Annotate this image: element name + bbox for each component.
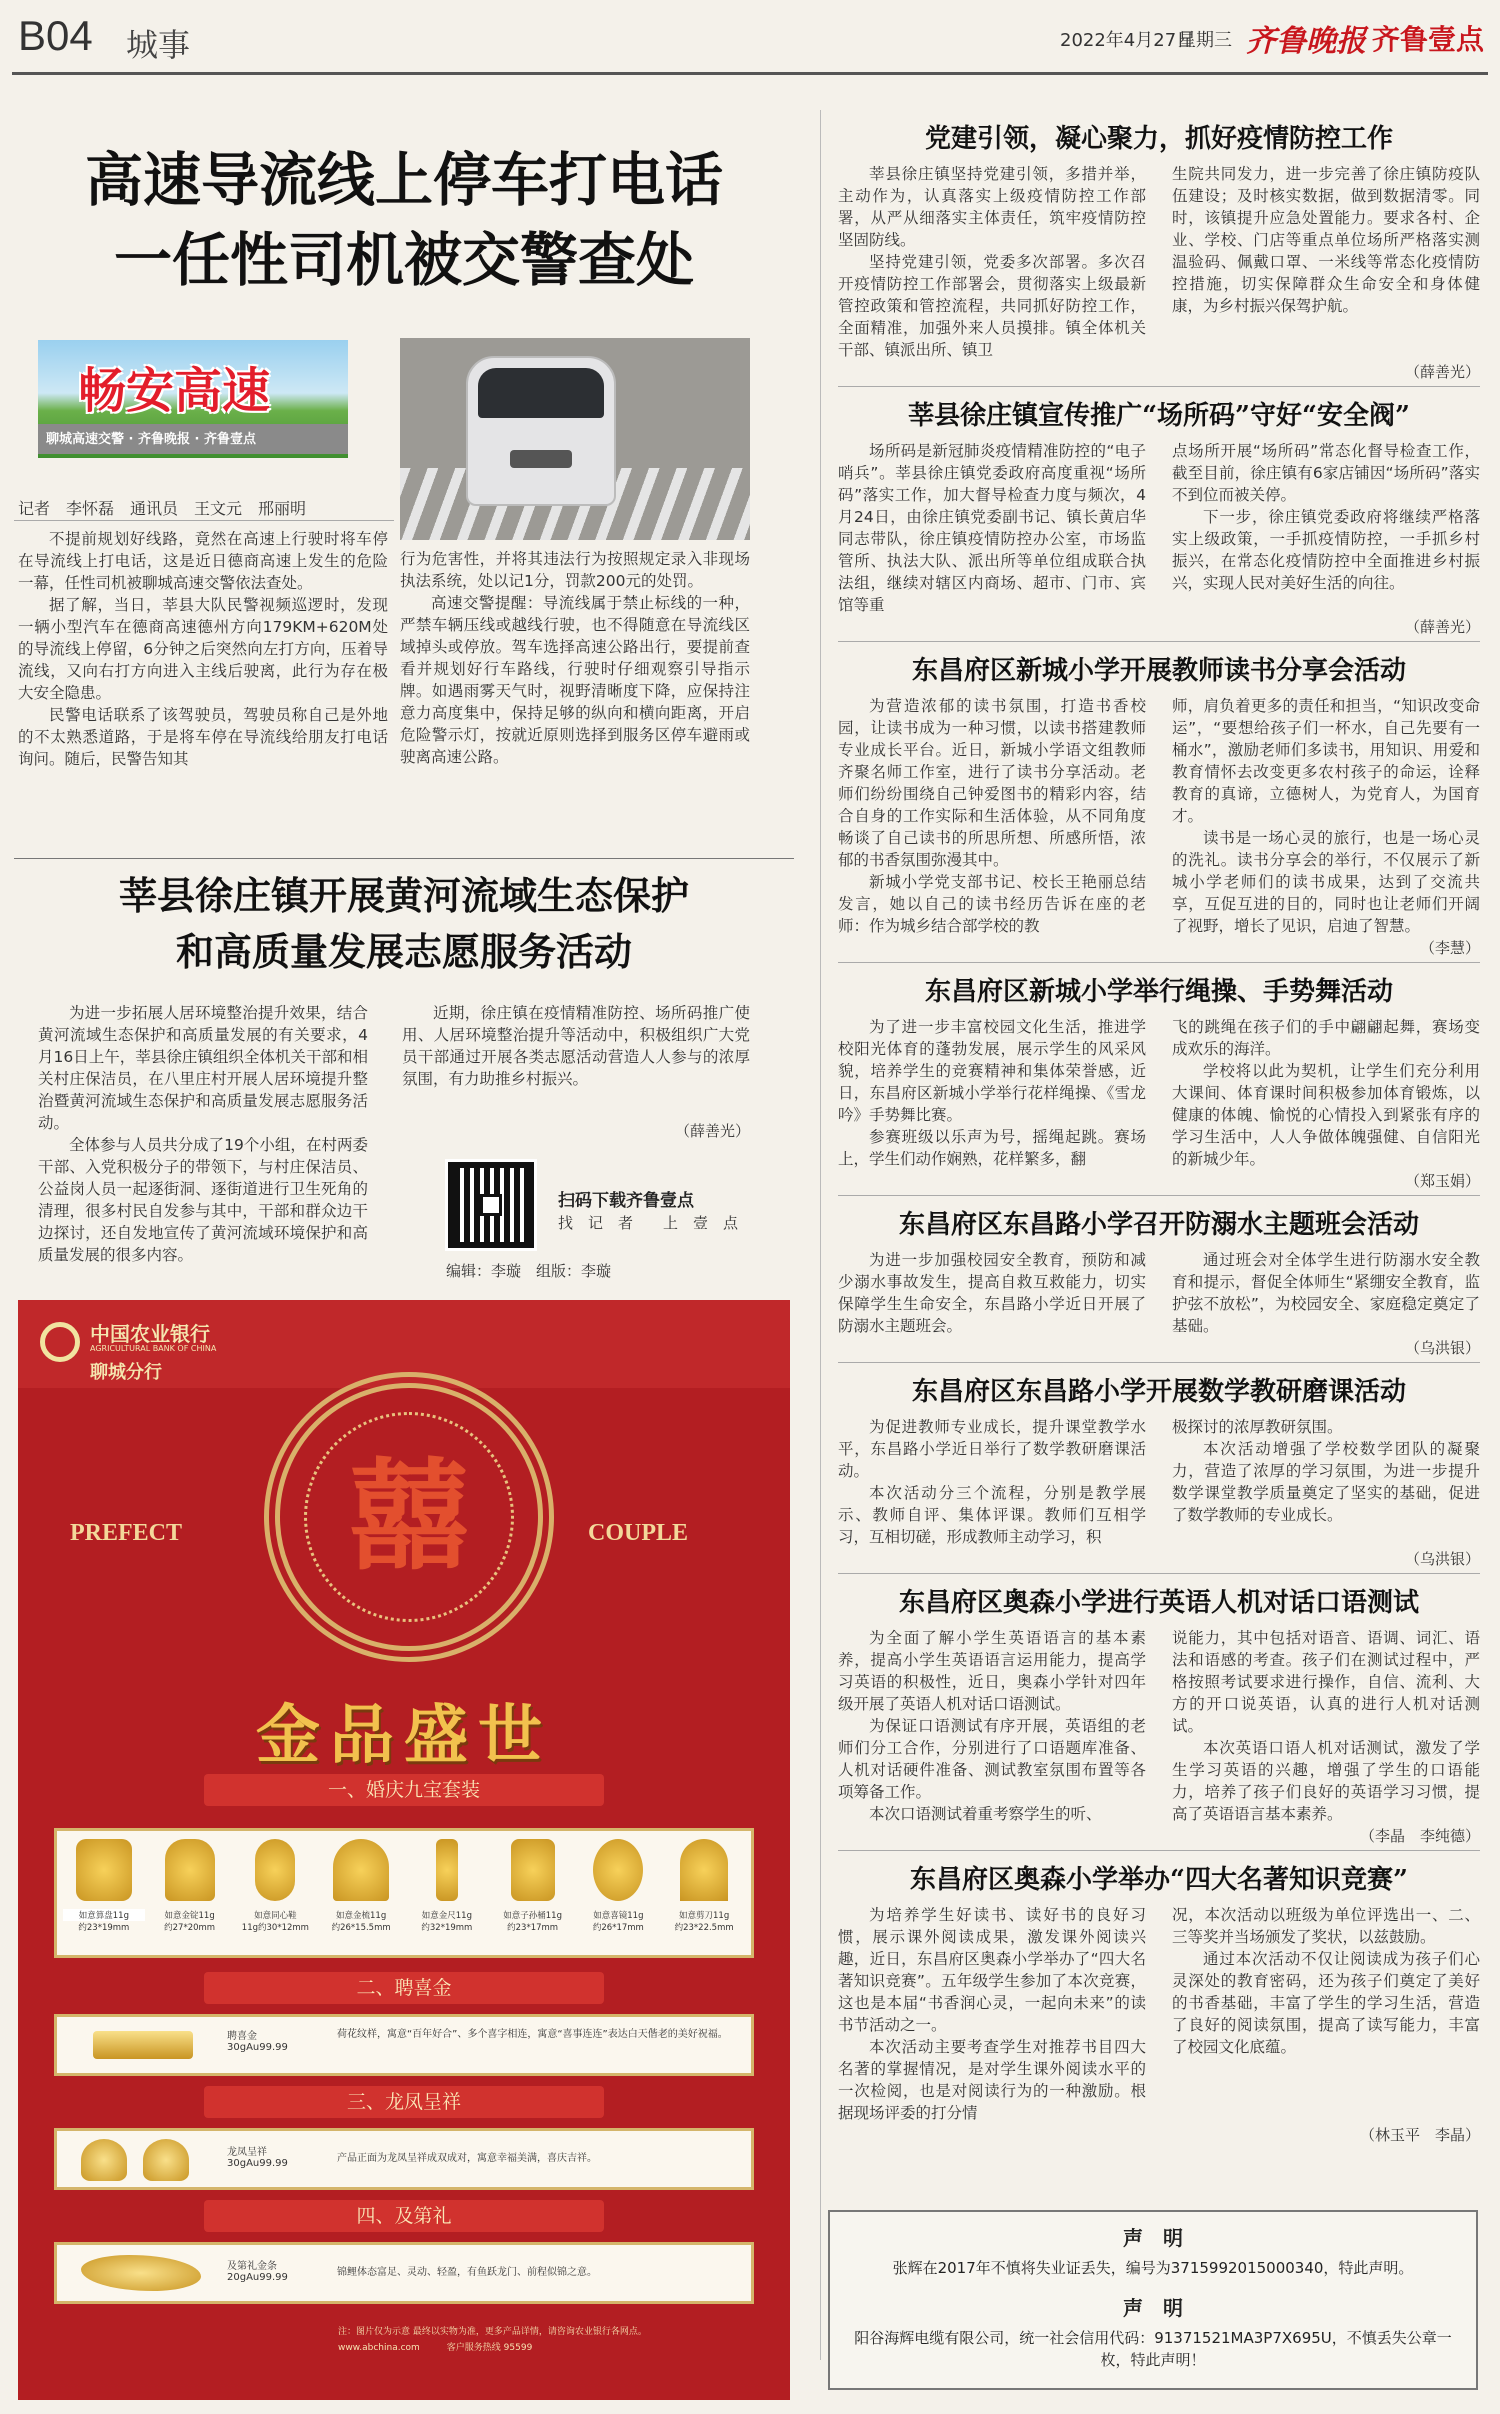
notice-title: 声 明 xyxy=(1123,2226,1183,2250)
jewelry-size: 约23*22.5mm xyxy=(674,1923,734,1933)
lead-para: 民警电话联系了该驾驶员，驾驶员称自己是外地的不太熟悉道路，于是将车停在导流线给朋友打电话询问。随后，民警告知其 xyxy=(18,706,388,768)
jewelry-icon xyxy=(593,1839,643,1901)
jewelry-item xyxy=(320,1839,402,1955)
article-col xyxy=(838,1904,1146,2124)
article-col xyxy=(1172,440,1480,616)
ad-sec2-label: 二、聘喜金 xyxy=(204,1972,604,2004)
lead-para: 高速交警提醒：导流线属于禁止标线的一种，严禁车辆压线或越线行驶，也不得随意在导流线区域掉头或停放。驾车选择高速公路出行，要提前查看并规划好行车路线，行驶时仔细观察引导指示牌。如遇雨雾天气时，视野清晰度下降，应保持注意力高度集中，保持足够的纵向和横向距离，开启危险警示灯，按就近原则选择到服务区停车避雨或驶离高速公路。 xyxy=(400,594,750,766)
column-banner xyxy=(38,340,348,458)
article-title: 东昌府区东昌路小学召开防溺水主题班会活动 xyxy=(898,1210,1419,1240)
article-para: 为进一步加强校园安全教育，预防和减少溺水事故发生，提高自救互救能力，切实保障学生生命安全，东昌路小学近日开展了防溺水主题班会。 xyxy=(838,1251,1146,1335)
article-col xyxy=(1172,1416,1480,1548)
jewelry-icon xyxy=(76,1839,132,1901)
lead-col1 xyxy=(18,528,388,770)
article-credit: （郑玉娟） xyxy=(1404,1172,1480,1190)
article-credit: （李慧） xyxy=(1419,939,1480,957)
heart-pendant-icon xyxy=(143,2139,189,2181)
yr-para: 为进一步拓展人居环境整治提升效果，结合黄河流域生态保护和高质量发展的有关要求，4月16日上午，莘县徐庄镇组织全体机关干部和相关村庄保洁员，在八里庄村开展人居环境提升整治暨黄河流域生态保护和高质量发展志愿服务活动。 xyxy=(38,1004,368,1132)
jewelry-size: 约27*20mm xyxy=(164,1923,216,1933)
article-credit: （薛善光） xyxy=(1404,363,1480,381)
section-name: 城事 xyxy=(126,26,191,64)
gold-bar-icon xyxy=(93,2031,193,2059)
jewelry-size: 约23*19mm xyxy=(78,1923,130,1933)
ad-sec3-item: 龙凤呈祥 30gAu99.99 xyxy=(227,2147,288,2169)
article-para: 坚持党建引领，党委多次部署。多次召开疫情防控工作部署会，贯彻落实上级最新管控政策和管控流程，共同抓好防控工作，全面精准，加强外来人员摸排。镇全体机关干部、镇派出所、镇卫 xyxy=(838,253,1146,359)
article-para: 师，肩负着更多的责任和担当，“知识改变命运”，“要想给孩子们一杯水，自己先要有一桶水”，激励老师们多读书，用知识、用爱和教育情怀去改变更多农村孩子的命运，诠释教育的真谛，立德树人，为党育人，为国育才。 xyxy=(1172,697,1480,825)
article-para: 读书是一场心灵的旅行，也是一场心灵的洗礼。读书分享会的举行，不仅展示了新城小学老师们的读书成果，达到了交流共享，互促互进的目的，同时也让老师们开阔了视野，增长了见识，启迪了智慧。 xyxy=(1172,829,1480,935)
article-para: 莘县徐庄镇坚持党建引领，多措并举，主动作为，认真落实上级疫情防控工作部署，从严从细落实主体责任，筑牢疫情防控坚固防线。 xyxy=(838,165,1146,249)
article-drowning-prevention xyxy=(838,1204,1480,1358)
notice-title: 声 明 xyxy=(1123,2296,1183,2320)
article-para: 为全面了解小学生英语语言的基本素养，提高小学生英语语言运用能力，提高学习英语的积极性，近日，奥森小学针对四年级开展了英语人机对话口语测试。 xyxy=(838,1629,1146,1713)
article-para: 为营造浓郁的读书氛围，打造书香校园，让读书成为一种习惯，以读书搭建教师专业成长平台。近日，新城小学语文组教师齐聚名师工作室，进行了读书分享活动。老师们纷纷围绕自己钟爱图书的精彩内容，结合自身的工作实际和生活体验，从不同角度畅谈了自己读书的所思所想、所感所悟，浓郁的书香氛围弥漫其中。 xyxy=(838,697,1146,869)
article-col xyxy=(1172,1627,1480,1825)
jewelry-size: 11g约30*12mm xyxy=(241,1923,309,1933)
ad-word-left: PREFECT xyxy=(70,1520,183,1546)
article-col xyxy=(1172,1249,1480,1337)
article-reading-share xyxy=(838,650,1480,958)
yr-col1 xyxy=(38,1002,368,1266)
article-col xyxy=(838,695,1146,937)
article-classics-quiz xyxy=(838,1859,1480,2145)
article-col xyxy=(838,163,1146,361)
article-para: 本次口语测试着重考察学生的听、 xyxy=(869,1805,1102,1823)
jewelry-item xyxy=(406,1839,488,1955)
vehicle-windshield xyxy=(478,368,604,418)
bank-name-cn: 中国农业银行 xyxy=(90,1322,210,1346)
article-para: 下一步，徐庄镇党委政府将继续严格落实上级政策，一手抓疫情防控，一手抓乡村振兴，在常态化疫情防控中全面推进乡村振兴，实现人民对美好生活的向往。 xyxy=(1172,508,1480,592)
header-rule xyxy=(12,72,1488,75)
jewelry-name: 如意金锭11g xyxy=(164,1911,215,1921)
article-credit: （林玉平 李晶） xyxy=(1359,2126,1480,2144)
yr-credit: （薛善光） xyxy=(674,1122,750,1140)
car-photo xyxy=(400,338,750,540)
lead-para: 据了解，当日，莘县大队民警视频巡逻时，发现一辆小型汽车在德商高速德州方向179KM+620M处的导流线上停留，6分钟之后突然向左打方向，压着导流线，又向右打方向进入主线后驶离，此行为存在极大安全隐患。 xyxy=(18,596,388,702)
jewelry-name: 如意剪刀11g xyxy=(679,1911,730,1921)
banner-subtitle: 聊城高速交警 · 齐鲁晚报 · 齐鲁壹点 xyxy=(46,432,256,447)
ad-sec3-label: 三、龙凤呈祥 xyxy=(204,2086,604,2118)
right-column xyxy=(838,118,1480,2145)
jewelry-icon xyxy=(333,1839,389,1901)
lead-col2 xyxy=(400,548,750,768)
article-para: 生院共同发力，进一步完善了徐庄镇防疫队伍建设；及时核实数据，做到数据清零。同时，该镇提升应急处置能力。要求各村、企业、学校、门店等重点单位场所严格落实测温验码、佩戴口罩、一米线等常态化疫情防控措施，切实保障群众生命安全和身体健康，为乡村振兴保驾护航。 xyxy=(1172,165,1480,315)
article-rope-dance xyxy=(838,971,1480,1191)
jewelry-icon xyxy=(436,1839,458,1901)
ad-footer-note: 注：图片仅为示意 最终以实物为准，更多产品详情，请咨询农业银行各网点。 xyxy=(338,2327,647,2337)
ad-sec4-desc: 锦鲤体态富足、灵动、轻盈，有鱼跃龙门、前程似锦之意。 xyxy=(337,2267,597,2278)
page-header xyxy=(0,0,1500,72)
page-code: B04 xyxy=(18,12,93,59)
jewelry-name: 如意金尺11g xyxy=(421,1911,472,1921)
article-venue-code xyxy=(838,395,1480,637)
bank-advert xyxy=(18,1300,790,2400)
article-para: 通过班会对全体学生进行防溺水安全教育和提示，督促全体师生“紧绷安全教育，监护弦不放松”，为校园安全、家庭稳定奠定了基础。 xyxy=(1172,1251,1480,1335)
vehicle-grille xyxy=(510,450,572,468)
ad-sec2-item: 聘喜金 30gAu99.99 xyxy=(227,2031,288,2053)
jewelry-item xyxy=(235,1839,317,1955)
ad-word-right: COUPLE xyxy=(588,1520,689,1546)
ad-sec4-item: 及第礼金条 20gAu99.99 xyxy=(227,2261,288,2283)
column-divider xyxy=(820,110,821,2360)
jewelry-name: 如意算盘11g xyxy=(63,1909,145,1921)
article-party-building xyxy=(838,118,1480,382)
article-para: 为培养学生好读书、读好书的良好习惯，展示课外阅读成果，激发课外阅读兴趣，近日，东昌府区奥森小学举办了“四大名著知识竞赛”。五年级学生参加了本次竞赛，这也是本届“书香润心灵，一起向未来”的读书节活动之一。 xyxy=(838,1906,1146,2034)
qr-caption1: 扫码下载齐鲁壹点 xyxy=(558,1191,694,1211)
article-title: 莘县徐庄镇宣传推广“场所码”守好“安全阀” xyxy=(908,401,1410,431)
jewelry-item xyxy=(63,1839,145,1955)
bank-name-en: AGRICULTURAL BANK OF CHINA xyxy=(90,1344,217,1353)
article-para: 学校将以此为契机，让学生们充分利用大课间、体育课时间积极参加体育锻炼，以健康的体魄、愉悦的心情投入到紧张有序的学习生活中，人人争做体魄强健、自信阳光的新城少年。 xyxy=(1172,1062,1480,1168)
yr-para: 近期，徐庄镇在疫情精准防控、场所码推广使用、人居环境整治提升等活动中，积极组织广大党员干部通过开展各类志愿活动营造人人参与的浓厚氛围，有力助推乡村振兴。 xyxy=(402,1004,750,1088)
jewelry-size: 约32*19mm xyxy=(421,1923,473,1933)
abc-logo-icon xyxy=(40,1322,80,1362)
qr-center xyxy=(480,1194,502,1216)
yr-headline xyxy=(14,868,794,980)
article-col xyxy=(838,1416,1146,1548)
brand-logo-wanbao: 齐鲁晚报 xyxy=(1246,24,1366,59)
article-para: 为促进教师专业成长，提升课堂教学水平，东昌路小学近日举行了数学教研磨课活动。 xyxy=(838,1418,1146,1480)
jewelry-name: 如意喜镜11g xyxy=(593,1911,644,1921)
lead-byline: 记者 李怀磊 通讯员 王文元 邢丽明 xyxy=(18,499,307,518)
qr-code xyxy=(448,1162,534,1248)
article-para: 场所码是新冠肺炎疫情精准防控的“电子哨兵”。莘县徐庄镇党委政府高度重视“场所码”落实工作，加大督导检查力度与频次，4月24日，由徐庄镇党委副书记、镇长黄启华同志带队，徐庄镇疫情防控办公室，市场监管所、执法大队、派出所等单位组成联合执法组，继续对辖区内商场、超市、门市、宾馆等重 xyxy=(838,442,1146,614)
article-credit: （乌洪银） xyxy=(1404,1339,1480,1357)
jewelry-item xyxy=(492,1839,574,1955)
jewelry-size: 约23*17mm xyxy=(507,1923,559,1933)
qr-caption2: 找 记 者 上 壹 点 xyxy=(558,1214,739,1232)
ad-footer-url: www.abchina.com 客户服务热线 95599 xyxy=(338,2343,533,2353)
jewelry-item xyxy=(663,1839,745,1955)
jewelry-name: 如意金梳11g xyxy=(336,1911,387,1921)
article-title: 东昌府区新城小学举行绳操、手势舞活动 xyxy=(924,977,1393,1007)
article-col xyxy=(1172,163,1480,361)
article-credit: （乌洪银） xyxy=(1404,1550,1480,1568)
article-para: 本次活动增强了学校数学团队的凝聚力，营造了浓厚的学习氛围，为进一步提升数学课堂教学质量奠定了坚实的基础，促进了数学教师的专业成长。 xyxy=(1172,1440,1480,1524)
article-col xyxy=(1172,1904,1480,2124)
jewelry-item xyxy=(578,1839,660,1955)
article-para: 通过本次活动不仅让阅读成为孩子们心灵深处的教育密码，还为孩子们奠定了美好的书香基础，丰富了学生的学习生活，营造了良好的阅读氛围，提高了读写能力，丰富了校园文化底蕴。 xyxy=(1172,1950,1480,2056)
ad-sec4-label: 四、及第礼 xyxy=(204,2200,604,2232)
article-para: 本次活动主要考查学生对推荐书目四大名著的掌握情况，是对学生课外阅读水平的一次检阅，也是对阅读行为的一种激励。根据现场评委的打分情 xyxy=(838,2038,1146,2122)
byline-rule xyxy=(14,520,394,521)
article-title: 东昌府区东昌路小学开展数学教研磨课活动 xyxy=(911,1377,1406,1407)
article-para: 飞的跳绳在孩子们的手中翩翩起舞，赛场变成欢乐的海洋。 xyxy=(1172,1018,1480,1058)
editor-line: 编辑：李璇 组版：李璇 xyxy=(446,1262,612,1280)
yr-col2 xyxy=(402,1002,750,1090)
notice-text: 阳谷海辉电缆有限公司，统一社会信用代码：91371521MA3P7X695U，不慎丢失公章一枚，特此声明！ xyxy=(854,2329,1452,2369)
jewelry-name: 如意子孙桶11g xyxy=(503,1911,562,1921)
ad-sec2-desc: 荷花纹样，寓意“百年好合”、多个喜字相连，寓意“喜事连连”表达白天偕老的美好祝福。 xyxy=(337,2029,728,2040)
koi-bar-icon xyxy=(81,2255,201,2291)
ad-sec4-panel xyxy=(54,2242,754,2304)
article-para: 为了进一步丰富校园文化生活，推进学校阳光体育的蓬勃发展，展示学生的风采风貌，培养学生的竞赛精神和集体荣誉感，近日，东昌府区新城小学举行花样绳操、《雪龙吟》手势舞比赛。 xyxy=(838,1018,1146,1124)
article-para: 极探讨的浓厚教研氛围。 xyxy=(1172,1418,1343,1436)
article-para: 参赛班级以乐声为号，摇绳起跳。赛场上，学生们动作娴熟，花样繁多，翻 xyxy=(838,1128,1146,1168)
yr-para: 全体参与人员共分成了19个小组，在村两委干部、入党积极分子的带领下，与村庄保洁员、公益岗人员一起逐街洞、逐街道进行卫生死角的清理，很多村民自发参与其中，干部和群众边干边探讨，还自发地宣传了黄河流域环境保护和高质量发展的很多内容。 xyxy=(38,1136,368,1264)
yr-title-line1: 莘县徐庄镇开展黄河流域生态保护 xyxy=(118,873,689,918)
article-para: 本次英语口语人机对话测试，激发了学生学习英语的兴趣，增强了学生的口语能力，培养了孩子们良好的英语学习习惯，提高了英语语言基本素养。 xyxy=(1172,1739,1480,1823)
ad-sec2-panel xyxy=(54,2014,754,2076)
heart-pendant-icon xyxy=(81,2139,127,2181)
brand-logo-yidian: 齐鲁壹点 xyxy=(1372,23,1485,56)
banner-title: 畅安高速 xyxy=(78,363,271,419)
article-col xyxy=(1172,1016,1480,1170)
article-title: 东昌府区奥森小学进行英语人机对话口语测试 xyxy=(898,1588,1419,1618)
ad-sec1-label: 一、婚庆九宝套装 xyxy=(204,1774,604,1806)
notice-text: 张辉在2017年不慎将失业证丢失，编号为3715992015000340，特此声明。 xyxy=(892,2259,1414,2277)
ad-title: 金品盛世 xyxy=(256,1698,552,1773)
article-english-test xyxy=(838,1582,1480,1846)
lead-para: 不提前规划好线路，竟然在高速上行驶时将车停在导流线上打电话，这是近日德商高速上发生的危险一幕，任性司机被聊城高速交警依法查处。 xyxy=(18,530,388,592)
article-col xyxy=(838,440,1146,616)
article-credit: （薛善光） xyxy=(1404,618,1480,636)
jewelry-icon xyxy=(165,1839,215,1901)
article-para: 说能力，其中包括对语音、语调、词汇、语法和语感的考查。孩子们在测试过程中，严格按照考试要求进行操作，自信、流利、大方的开口说英语，认真的进行人机对话测试。 xyxy=(1172,1629,1480,1735)
ad-sec3-panel xyxy=(54,2128,754,2190)
bank-branch: 聊城分行 xyxy=(90,1362,162,1383)
article-para: 新城小学党支部书记、校长王艳丽总结发言，她以自己的读书经历告诉在座的老师：作为城乡结合部学校的教 xyxy=(838,873,1146,935)
article-col xyxy=(838,1627,1146,1825)
jewelry-size: 约26*17mm xyxy=(592,1923,644,1933)
article-title: 党建引领，凝心聚力，抓好疫情防控工作 xyxy=(924,124,1393,154)
ad-sec3-desc: 产品正面为龙凤呈祥成双成对，寓意幸福美满，喜庆吉祥。 xyxy=(337,2153,597,2164)
section-rule xyxy=(14,858,794,859)
jewelry-item xyxy=(149,1839,231,1955)
ad-items-panel xyxy=(54,1828,754,1958)
lead-title-line1: 高速导流线上停车打电话 xyxy=(84,146,723,214)
notice-box xyxy=(828,2210,1478,2390)
article-title: 东昌府区奥森小学举办“四大名著知识竞赛” xyxy=(910,1865,1408,1895)
jewelry-size: 约26*15.5mm xyxy=(331,1923,391,1933)
article-col xyxy=(838,1249,1146,1337)
jewelry-icon xyxy=(255,1839,295,1901)
yr-title-line2: 和高质量发展志愿服务活动 xyxy=(175,929,632,974)
issue-weekday: 星期三 xyxy=(1178,30,1232,51)
article-para: 况，本次活动以班级为单位评选出一、二、三等奖并当场颁发了奖状，以兹鼓励。 xyxy=(1172,1906,1480,1946)
article-para: 为保证口语测试有序开展，英语组的老师们分工合作，分别进行了口语题库准备、人机对话硬件准备、测试教室氛围布置等各项筹备工作。 xyxy=(838,1717,1146,1801)
lead-title-line2: 一任性司机被交警查处 xyxy=(113,226,694,294)
article-math-research xyxy=(838,1371,1480,1569)
article-title: 东昌府区新城小学开展教师读书分享会活动 xyxy=(911,656,1406,686)
article-credit: （李晶 李纯德） xyxy=(1359,1827,1480,1845)
article-col xyxy=(1172,695,1480,937)
jewelry-icon xyxy=(680,1839,728,1901)
jewelry-icon xyxy=(511,1839,555,1901)
lead-para: 行为危害性，并将其违法行为按照规定录入非现场执法系统，处以记1分，罚款200元的处罚。 xyxy=(400,550,750,590)
issue-date: 2022年4月27日 xyxy=(1060,30,1195,51)
double-happiness-seal: 囍 xyxy=(349,1446,469,1587)
article-para: 本次活动分三个流程，分别是教学展示、教师自评、集体评课。教师们互相学习，互相切磋，形成教师主动学习，积 xyxy=(838,1484,1146,1546)
lead-headline xyxy=(14,140,794,300)
jewelry-name: 如意同心鞋 xyxy=(254,1911,297,1921)
article-col xyxy=(838,1016,1146,1170)
article-para: 点场所开展“场所码”常态化督导检查工作，截至目前，徐庄镇有6家店铺因“场所码”落实不到位而被关停。 xyxy=(1172,442,1480,504)
